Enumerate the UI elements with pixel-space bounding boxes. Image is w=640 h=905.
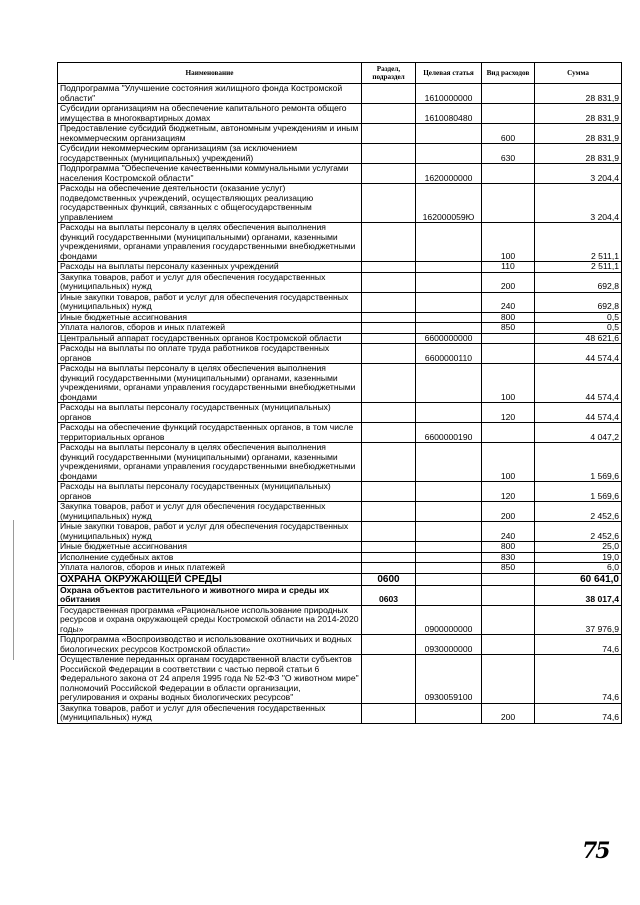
table-row (58, 703, 622, 723)
table-row (58, 272, 622, 292)
row-sum: 6,0 (535, 563, 622, 574)
table-body (58, 84, 622, 724)
row-section (362, 542, 416, 553)
row-section (362, 262, 416, 273)
table-row (58, 344, 622, 364)
row-sum: 74,6 (535, 703, 622, 723)
row-type (482, 423, 535, 443)
header-name: Наименование (58, 63, 362, 84)
row-sum: 38 017,4 (535, 585, 622, 605)
row-sum: 3 204,4 (535, 184, 622, 223)
row-type: 800 (482, 312, 535, 323)
table-row (58, 184, 622, 223)
row-section (362, 364, 416, 403)
row-section (362, 344, 416, 364)
row-sum: 692,8 (535, 272, 622, 292)
row-name: Подпрограмма "Обеспечение качественными коммунальными услугами населения Костромской области" (58, 164, 362, 184)
row-sum: 2 511,1 (535, 223, 622, 262)
row-section (362, 482, 416, 502)
row-name: Расходы на выплаты персоналу в целях обеспечения выполнения функций государственными (муниципальными) органами, казенными учреждениями, органами управления государственными внебюджетными фондами (58, 223, 362, 262)
header-sum: Сумма (535, 63, 622, 84)
row-section: 0600 (362, 573, 416, 585)
row-target: 6600000190 (416, 423, 482, 443)
header-type: Вид расходов (482, 63, 535, 84)
row-sum: 60 641,0 (535, 573, 622, 585)
row-target: 1610080480 (416, 104, 482, 124)
row-sum: 28 831,9 (535, 124, 622, 144)
row-type: 630 (482, 144, 535, 164)
row-type (482, 585, 535, 605)
row-target (416, 292, 482, 312)
row-target (416, 364, 482, 403)
row-target: 6600000000 (416, 333, 482, 344)
row-type: 850 (482, 323, 535, 334)
row-target (416, 482, 482, 502)
row-name: Расходы на выплаты по оплате труда работников государственных органов (58, 344, 362, 364)
row-name: Иные закупки товаров, работ и услуг для обеспечения государственных (муниципальных) нужд (58, 292, 362, 312)
row-section (362, 312, 416, 323)
row-name: Расходы на обеспечение деятельности (оказание услуг) подведомственных учреждений, осуществляющих реализацию государственных функций, связанных с общегосударственным управлением (58, 184, 362, 223)
table-row (58, 522, 622, 542)
row-type (482, 333, 535, 344)
table-row (58, 84, 622, 104)
row-name: Центральный аппарат государственных органов Костромской области (58, 333, 362, 344)
row-name: Иные закупки товаров, работ и услуг для обеспечения государственных (муниципальных) нужд (58, 522, 362, 542)
row-section (362, 223, 416, 262)
table-row (58, 635, 622, 655)
row-type: 100 (482, 443, 535, 482)
row-type: 800 (482, 542, 535, 553)
row-sum: 2 511,1 (535, 262, 622, 273)
row-type: 200 (482, 502, 535, 522)
row-target (416, 323, 482, 334)
row-target (416, 262, 482, 273)
row-target (416, 522, 482, 542)
row-type: 600 (482, 124, 535, 144)
table-row (58, 262, 622, 273)
row-sum: 44 574,4 (535, 403, 622, 423)
row-section (362, 703, 416, 723)
row-target (416, 563, 482, 574)
header-section: Раздел, подраздел (362, 63, 416, 84)
row-type (482, 84, 535, 104)
row-name: Расходы на выплаты персоналу казенных учреждений (58, 262, 362, 273)
row-target (416, 124, 482, 144)
row-type: 100 (482, 364, 535, 403)
row-name: Расходы на выплаты персоналу государственных (муниципальных) органов (58, 482, 362, 502)
row-sum: 74,6 (535, 635, 622, 655)
row-sum: 1 569,6 (535, 443, 622, 482)
header-target: Целевая статья (416, 63, 482, 84)
row-name: Уплата налогов, сборов и иных платежей (58, 563, 362, 574)
row-type (482, 164, 535, 184)
row-sum: 2 452,6 (535, 502, 622, 522)
row-type: 240 (482, 522, 535, 542)
row-target: 0900000000 (416, 605, 482, 635)
row-sum: 1 569,6 (535, 482, 622, 502)
row-name: Уплата налогов, сборов и иных платежей (58, 323, 362, 334)
row-name: Закупка товаров, работ и услуг для обеспечения государственных (муниципальных) нужд (58, 272, 362, 292)
table-row (58, 164, 622, 184)
row-type: 100 (482, 223, 535, 262)
row-name: Расходы на выплаты персоналу в целях обеспечения выполнения функций государственными (муниципальными) органами, казенными учреждениями, органами управления государственными внебюджетными фондами (58, 443, 362, 482)
margin-line (13, 520, 14, 660)
table-row (58, 292, 622, 312)
table-row (58, 655, 622, 704)
row-target (416, 144, 482, 164)
row-target (416, 443, 482, 482)
row-section (362, 423, 416, 443)
row-section (362, 522, 416, 542)
row-name: Иные бюджетные ассигнования (58, 312, 362, 323)
row-type: 850 (482, 563, 535, 574)
table-row (58, 573, 622, 585)
row-section (362, 184, 416, 223)
table-row (58, 482, 622, 502)
row-section (362, 272, 416, 292)
row-type: 120 (482, 482, 535, 502)
row-section (362, 323, 416, 334)
row-sum: 19,0 (535, 552, 622, 563)
row-type: 830 (482, 552, 535, 563)
row-target (416, 272, 482, 292)
row-sum: 37 976,9 (535, 605, 622, 635)
row-sum: 0,5 (535, 323, 622, 334)
row-target (416, 552, 482, 563)
row-name: Предоставление субсидий бюджетным, автономным учреждениям и иным некоммерческим организациям (58, 124, 362, 144)
table-row (58, 312, 622, 323)
table-row (58, 104, 622, 124)
row-name: ОХРАНА ОКРУЖАЮЩЕЙ СРЕДЫ (58, 573, 362, 585)
row-sum: 0,5 (535, 312, 622, 323)
table-row (58, 443, 622, 482)
row-type: 240 (482, 292, 535, 312)
row-target (416, 542, 482, 553)
row-name: Подпрограмма "Улучшение состояния жилищного фонда Костромской области" (58, 84, 362, 104)
row-type: 200 (482, 703, 535, 723)
row-sum: 44 574,4 (535, 344, 622, 364)
row-target (416, 573, 482, 585)
row-section (362, 563, 416, 574)
row-name: Государственная программа «Рациональное использование природных ресурсов и охрана окружающей среды Костромской области на 2014-2020 годы» (58, 605, 362, 635)
page-number: 75 (582, 838, 609, 864)
table-row (58, 563, 622, 574)
row-sum: 25,0 (535, 542, 622, 553)
row-target: 1610000000 (416, 84, 482, 104)
row-type (482, 655, 535, 704)
table-row (58, 223, 622, 262)
table-row (58, 605, 622, 635)
row-sum: 48 621,6 (535, 333, 622, 344)
row-section (362, 164, 416, 184)
row-type (482, 344, 535, 364)
row-sum: 3 204,4 (535, 164, 622, 184)
row-target: 1620000000 (416, 164, 482, 184)
row-section (362, 502, 416, 522)
row-type (482, 573, 535, 585)
row-name: Расходы на обеспечение функций государственных органов, в том числе территориальных органов (58, 423, 362, 443)
row-section (362, 443, 416, 482)
row-name: Субсидии некоммерческим организациям (за исключением государственных (муниципальных) учреждений) (58, 144, 362, 164)
table-row (58, 542, 622, 553)
row-sum: 44 574,4 (535, 364, 622, 403)
row-section (362, 552, 416, 563)
row-section (362, 292, 416, 312)
table-row (58, 585, 622, 605)
table-row (58, 124, 622, 144)
row-sum: 74,6 (535, 655, 622, 704)
row-name: Осуществление переданных органам государственной власти субъектов Российской Федерации в соответствии с частью первой статьи 6 Федерального закона от 24 апреля 1995 года № 52-ФЗ "О животном мире" полномочий Российской Федерации в области организации, регулирования и охраны водных биологических ресурсов" (58, 655, 362, 704)
row-name: Расходы на выплаты персоналу государственных (муниципальных) органов (58, 403, 362, 423)
row-sum: 4 047,2 (535, 423, 622, 443)
row-target (416, 502, 482, 522)
row-name: Подпрограмма «Воспроизводство и использование охотничьих и водных биологических ресурсов Костромской области» (58, 635, 362, 655)
table-row (58, 144, 622, 164)
row-section (362, 144, 416, 164)
row-target (416, 403, 482, 423)
row-target: 0930000000 (416, 635, 482, 655)
row-name: Иные бюджетные ассигнования (58, 542, 362, 553)
table-header-row (58, 63, 622, 84)
table-row (58, 552, 622, 563)
row-type (482, 184, 535, 223)
row-sum: 692,8 (535, 292, 622, 312)
row-section (362, 403, 416, 423)
table-row (58, 333, 622, 344)
row-sum: 2 452,6 (535, 522, 622, 542)
row-sum: 28 831,9 (535, 84, 622, 104)
row-target: 162000059Ю (416, 184, 482, 223)
row-type (482, 104, 535, 124)
row-type: 110 (482, 262, 535, 273)
table-row (58, 323, 622, 334)
row-target: 6600000110 (416, 344, 482, 364)
row-section (362, 655, 416, 704)
row-name: Расходы на выплаты персоналу в целях обеспечения выполнения функций государственными (муниципальными) органами, казенными учреждениями, органами управления государственными внебюджетными фондами (58, 364, 362, 403)
row-name: Охрана объектов растительного и животного мира и среды их обитания (58, 585, 362, 605)
table-row (58, 502, 622, 522)
row-type: 120 (482, 403, 535, 423)
row-sum: 28 831,9 (535, 104, 622, 124)
row-section (362, 84, 416, 104)
row-target (416, 223, 482, 262)
row-section (362, 635, 416, 655)
budget-table (57, 62, 622, 724)
row-target (416, 703, 482, 723)
row-name: Исполнение судебных актов (58, 552, 362, 563)
row-section (362, 104, 416, 124)
row-target (416, 585, 482, 605)
row-target: 0930059100 (416, 655, 482, 704)
row-name: Закупка товаров, работ и услуг для обеспечения государственных (муниципальных) нужд (58, 703, 362, 723)
row-section (362, 124, 416, 144)
table-row (58, 423, 622, 443)
table-row (58, 403, 622, 423)
row-section: 0603 (362, 585, 416, 605)
row-type: 200 (482, 272, 535, 292)
row-name: Субсидии организациям на обеспечение капитального ремонта общего имущества в многоквартирных домах (58, 104, 362, 124)
row-name: Закупка товаров, работ и услуг для обеспечения государственных (муниципальных) нужд (58, 502, 362, 522)
row-section (362, 605, 416, 635)
row-type (482, 605, 535, 635)
table-row (58, 364, 622, 403)
row-sum: 28 831,9 (535, 144, 622, 164)
row-type (482, 635, 535, 655)
row-target (416, 312, 482, 323)
row-section (362, 333, 416, 344)
